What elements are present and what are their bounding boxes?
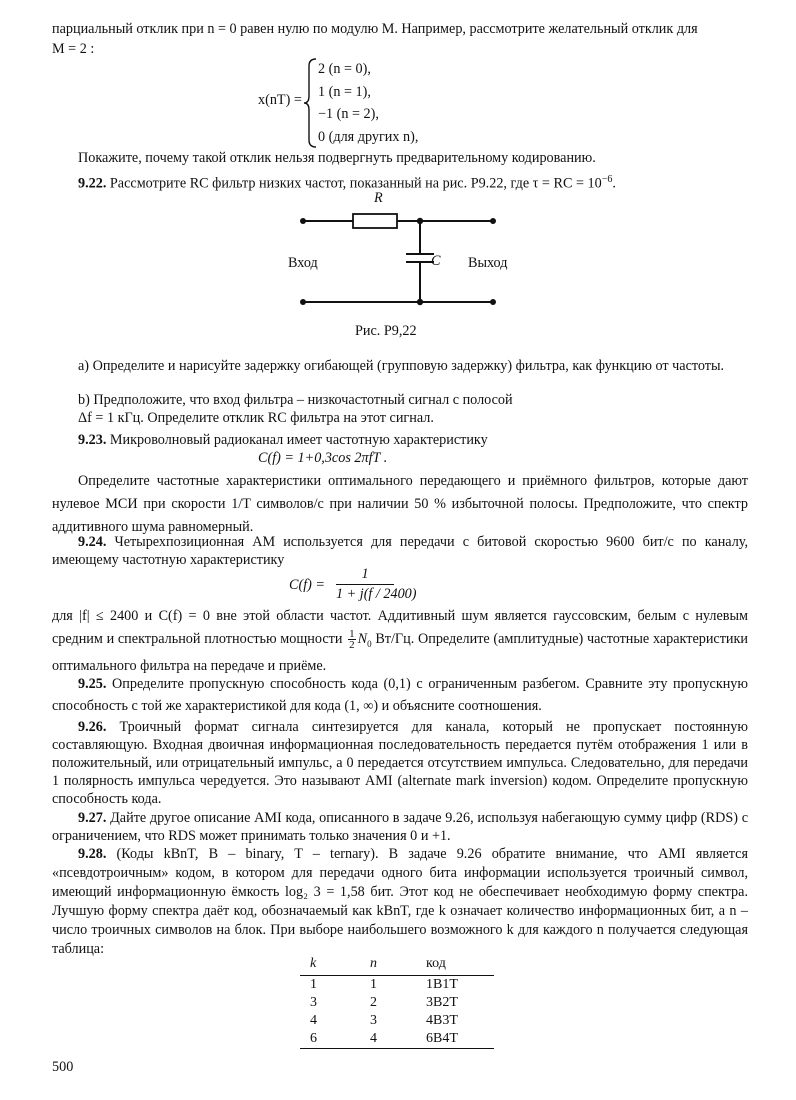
problem-9-22b-line1: b) Предположите, что вход фильтра – низкочастотный сигнал с полосой [78, 392, 513, 408]
one-half [348, 629, 356, 650]
problem-text: Дайте другое описание AMI кода, описанного в задаче 9.26, используя набегающую сумму цифр (RDS) с ограничением, что RDS может принимать только значения 0 и +1. [52, 810, 749, 844]
problem-9-26 [52, 718, 748, 808]
header-n: n [368, 955, 422, 976]
problem-number: 9.25. [78, 676, 107, 692]
intro-line-2: M = 2 : [52, 41, 95, 57]
intro-line-1: парциальный отклик при n = 0 равен нулю по модулю M. Например, рассмотрите желательный отклик для [52, 21, 698, 37]
problem-number: 9.26. [78, 719, 107, 735]
cell: 3 [310, 995, 317, 1010]
problem-9-23 [78, 431, 488, 449]
table-row [300, 994, 494, 1012]
input-label: Вход [288, 255, 318, 271]
resistor-label: R [374, 190, 383, 206]
problem-text: (Коды kBnT, B – binary, T – ternary). В задаче 9.26 обратите внимание, что AMI является «псевдотроичным» кодом, в котором для передачи одного бита информации используется троичный символ, имеющий информационную ёмкость log₂ 3 = 1,58 бит. Этот код не обеспечивает необходимую форму спектра. Лучшую форму спектра даёт код, обозначаемый как kBnT, где k означает количество информационных бит, а n – число троичных символов на блок. При выборе наибольшего возможного k для каждого n получается следующая таблица: [52, 846, 748, 957]
cell: 4B3T [426, 1013, 458, 1028]
header-code: код [422, 955, 494, 976]
cell: 4 [310, 1013, 317, 1028]
half-denominator: 2 [349, 638, 355, 651]
cases-rows [318, 58, 418, 148]
problem-number: 9.27. [78, 810, 107, 826]
problem-text: Рассмотрите RC фильтр низких частот, показанный на рис. P9.22, где τ = RC = 10 [109, 175, 602, 192]
cell: 2 [370, 995, 377, 1010]
problem-number: 9.23. [78, 432, 107, 448]
body-part-1: для |f| ≤ 2400 и C(f) = 0 вне этой области частот. Аддитивный шум является гауссовским, белым с нулевым средним и спектральной плотностью мощности [52, 608, 748, 647]
output-label: Выход [468, 255, 508, 271]
cell: 3B2T [426, 995, 458, 1010]
formula-numerator: 1 [336, 565, 394, 585]
case-row: 2 (n = 0), [318, 61, 371, 77]
formula-denominator: 1 + j(f / 2400) [336, 586, 417, 602]
problem-text: Четырехпозиционная АМ используется для передачи с битовой скоростью 9600 бит/с по каналу, имеющему частотную характеристику [52, 534, 749, 568]
problem-9-23-body: Определите частотные характеристики оптимального передающего и приёмного фильтров, которые дают нулевое МСИ при скорости 1/T символов/с при наличии 50 % избыточной полосы. Предположите, что спектр аддитивного шума равномерный. [52, 473, 748, 535]
problem-9-22b-line2: Δf = 1 кГц. Определите отклик RC фильтра на этот сигнал. [78, 410, 434, 426]
formula-9-24-lhs: C(f) = [289, 577, 325, 593]
problem-number: 9.28. [78, 846, 107, 862]
problem-text: Микроволновый радиоканал имеет частотную характеристику [109, 432, 488, 448]
capacitor-label: C [431, 253, 441, 269]
cell: 1 [310, 977, 317, 992]
problem-text: Троичный формат сигнала синтезируется для канала, который не пропускает постоянную составляющую. Входная двоичная информационная последовательность передается путём отображения 1 или в положительный, или отрицательный импульс, а 0 передается отсутствием импульса. Следовательно, для передачи 1 полярность импульса чередуется. Это называют AMI (alternate mark inversion) кодом. Определите пропускную способность кода. [52, 719, 748, 807]
cell: 6 [300, 1030, 368, 1049]
cell: 1 [370, 977, 377, 992]
body-part-2: Вт/Гц. Определите (амплитудные) частотные характеристики оптимального фильтра на передаче и приёме. [52, 630, 748, 674]
exponent: −6 [601, 174, 613, 185]
table-row [300, 976, 494, 995]
cases-lhs: x(nT) = [258, 92, 302, 108]
table-row [300, 1030, 494, 1049]
problem-9-25 [52, 673, 748, 717]
table-header [300, 955, 494, 976]
case-row: −1 (n = 2), [318, 106, 379, 122]
formula-9-24-frac [336, 565, 417, 604]
cell: 3 [370, 1013, 377, 1028]
formula-9-23: C(f) = 1+0,3cos 2πfT . [258, 450, 388, 466]
problem-9-24 [52, 533, 748, 569]
code-table [300, 955, 494, 1049]
problem-9-24-body [52, 605, 748, 677]
cell: 4 [368, 1030, 422, 1049]
closing-sentence: Покажите, почему такой отклик нельзя подвергнуть предварительному кодированию. [78, 150, 596, 166]
case-row: 0 (для других n), [318, 128, 419, 145]
problem-9-27 [52, 809, 748, 845]
problem-text: Определите пропускную способность кода (0,1) с ограниченным разбегом. Сравните эту пропускную способность с той же характеристикой для кода (1, ∞) и объясните соотношения. [52, 676, 748, 714]
case-row: 1 (n = 1), [318, 83, 371, 100]
problem-number: 9.22. [78, 175, 107, 192]
problem-9-22a: a) Определите и нарисуйте задержку огибающей (групповую задержку) фильтра, как функцию от частоты. [78, 358, 725, 374]
table-row [300, 1012, 494, 1030]
noise-subscript: 0 [367, 638, 372, 649]
period: . [612, 175, 616, 192]
rc-circuit-diagram [280, 188, 520, 318]
problem-number: 9.24. [78, 534, 107, 550]
figure-caption: Рис. P9,22 [355, 323, 417, 339]
noise-symbol: N [357, 630, 368, 647]
problem-9-28 [52, 845, 748, 959]
page-number: 500 [52, 1059, 74, 1075]
left-brace [303, 58, 319, 148]
cell: 6B4T [422, 1030, 494, 1049]
half-numerator: 1 [349, 627, 355, 640]
cell: 1B1T [426, 977, 458, 992]
header-k: k [300, 955, 368, 976]
